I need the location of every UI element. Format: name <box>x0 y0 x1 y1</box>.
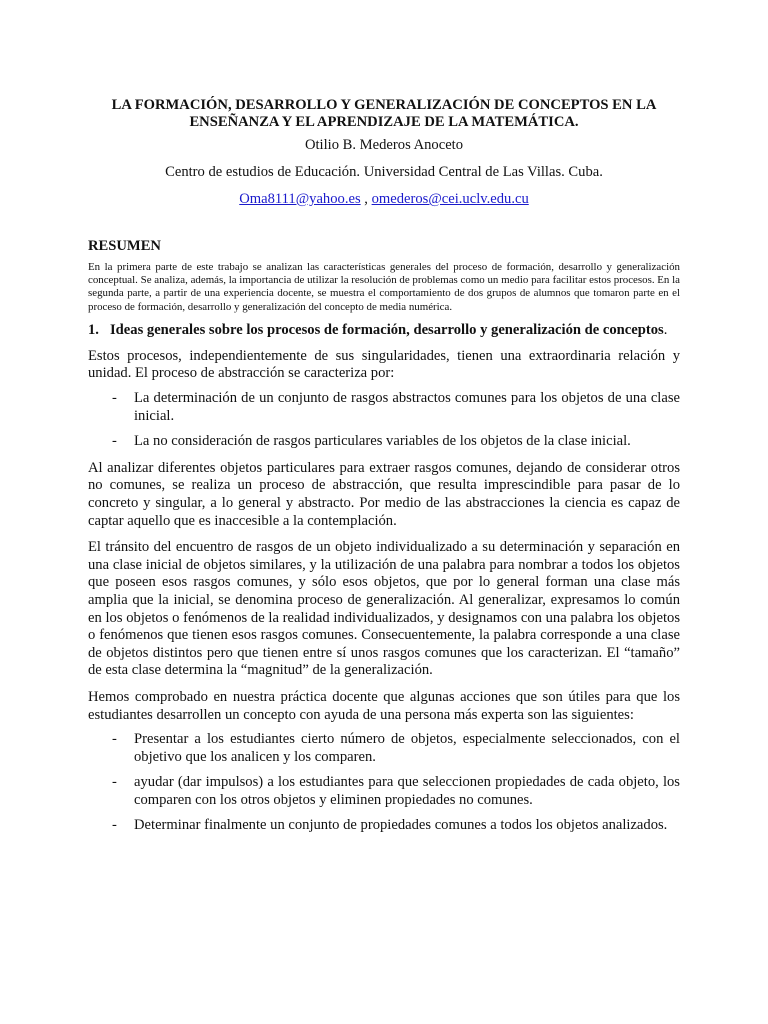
abstract-heading: RESUMEN <box>88 238 161 254</box>
paragraph-4: Hemos comprobado en nuestra práctica docente que algunas acciones que son útiles para que los estudiantes desarrollen un concepto con ayuda de una persona más experta son las siguientes: <box>88 688 680 723</box>
abstraction-list <box>88 390 680 451</box>
list-bullet: - <box>112 731 117 748</box>
email-link-1[interactable]: Oma8111@yahoo.es <box>239 191 361 207</box>
section-1-title: Ideas generales sobre los procesos de formación, desarrollo y generalización de conceptos <box>110 321 664 338</box>
list-item-text: Presentar a los estudiantes cierto número de objetos, especialmente seleccionados, con el objetivo que los analicen y los comparen. <box>134 731 680 765</box>
list-item-text: La no consideración de rasgos particulares variables de los objetos de la clase inicial. <box>134 433 631 450</box>
list-item-text: La determinación de un conjunto de rasgos abstractos comunes para los objetos de una clase inicial. <box>134 390 680 424</box>
section-1-number: 1. <box>88 321 99 338</box>
list-item <box>88 817 680 835</box>
list-item-text: ayudar (dar impulsos) a los estudiantes para que seleccionen propiedades de cada objeto, los comparen con los otros objetos y eliminen propiedades no comunes. <box>134 774 680 808</box>
email-link-2[interactable]: omederos@cei.uclv.edu.cu <box>371 191 529 207</box>
author-emails <box>88 191 680 208</box>
list-item <box>88 390 680 425</box>
list-bullet: - <box>112 817 117 834</box>
paper-title-line1: LA FORMACIÓN, DESARROLLO Y GENERALIZACIÓN DE CONCEPTOS EN LA <box>111 97 657 113</box>
section-1-title-end: . <box>663 321 668 338</box>
paper-title <box>88 97 680 131</box>
list-bullet: - <box>112 433 117 450</box>
paragraph-3: El tránsito del encuentro de rasgos de un objeto individualizado a su determinación y separación en una clase inicial de objetos similares, y la utilización de una palabra para nombrar a todos los objetos que poseen esos rasgos comunes, y sólo esos objetos, que por lo general forman una clase más amplia que la inicial, se denomina proceso de generalización. Al generalizar, expresamos lo común en los objetos o fenómenos de la realidad individualizados, y designamos con una palabra los objetos o fenómenos que tienen esos rasgos comunes. Consecuentemente, la palabra corresponde a una clase de objetos distintos pero que tienen entre sí unos rasgos comunes que los caracterizan. El “tamaño” de esta clase determina la “magnitud” de la generalización. <box>88 539 680 679</box>
author-name: Otilio B. Mederos Anoceto <box>304 137 464 153</box>
list-item <box>88 774 680 809</box>
abstract-text: En la primera parte de este trabajo se analizan las características generales del proceso de formación, desarrollo y generalización conceptual. Se analiza, además, la importancia de utilizar la resolución de problemas como un medio para facilitar estos procesos. En la segunda parte, a partir de una experiencia docente, se muestra el comportamiento de dos grupos de alumnos que tomaron parte en el proceso de formación, desarrollo y generalización del concepto de media numérica. <box>88 261 680 313</box>
paper-title-line2: ENSEÑANZA Y EL APRENDIZAJE DE LA MATEMÁTICA. <box>189 114 579 130</box>
actions-list <box>88 731 680 835</box>
list-bullet: - <box>112 390 117 406</box>
list-item-text: Determinar finalmente un conjunto de propiedades comunes a todos los objetos analizados. <box>134 817 668 834</box>
paragraph-2: Al analizar diferentes objetos particulares para extraer rasgos comunes, dejando de considerar otros no comunes, se realiza un proceso de abstracción, que resulta imprescindible para pasar de lo concreto y singular, a lo general y abstracto. Por medio de las abstracciones la ciencia es capaz de captar aquello que es inaccesible a la contemplación. <box>88 459 680 529</box>
author-affiliation: Centro de estudios de Educación. Universidad Central de Las Villas. Cuba. <box>165 164 603 180</box>
section-1-heading <box>88 322 680 339</box>
list-bullet: - <box>112 774 117 791</box>
paragraph-1: Estos procesos, independientemente de sus singularidades, tienen una extraordinaria relación y unidad. El proceso de abstracción se caracteriza por: <box>88 347 680 382</box>
list-item <box>88 433 680 451</box>
email-separator: , <box>360 191 372 207</box>
list-item <box>88 731 680 766</box>
